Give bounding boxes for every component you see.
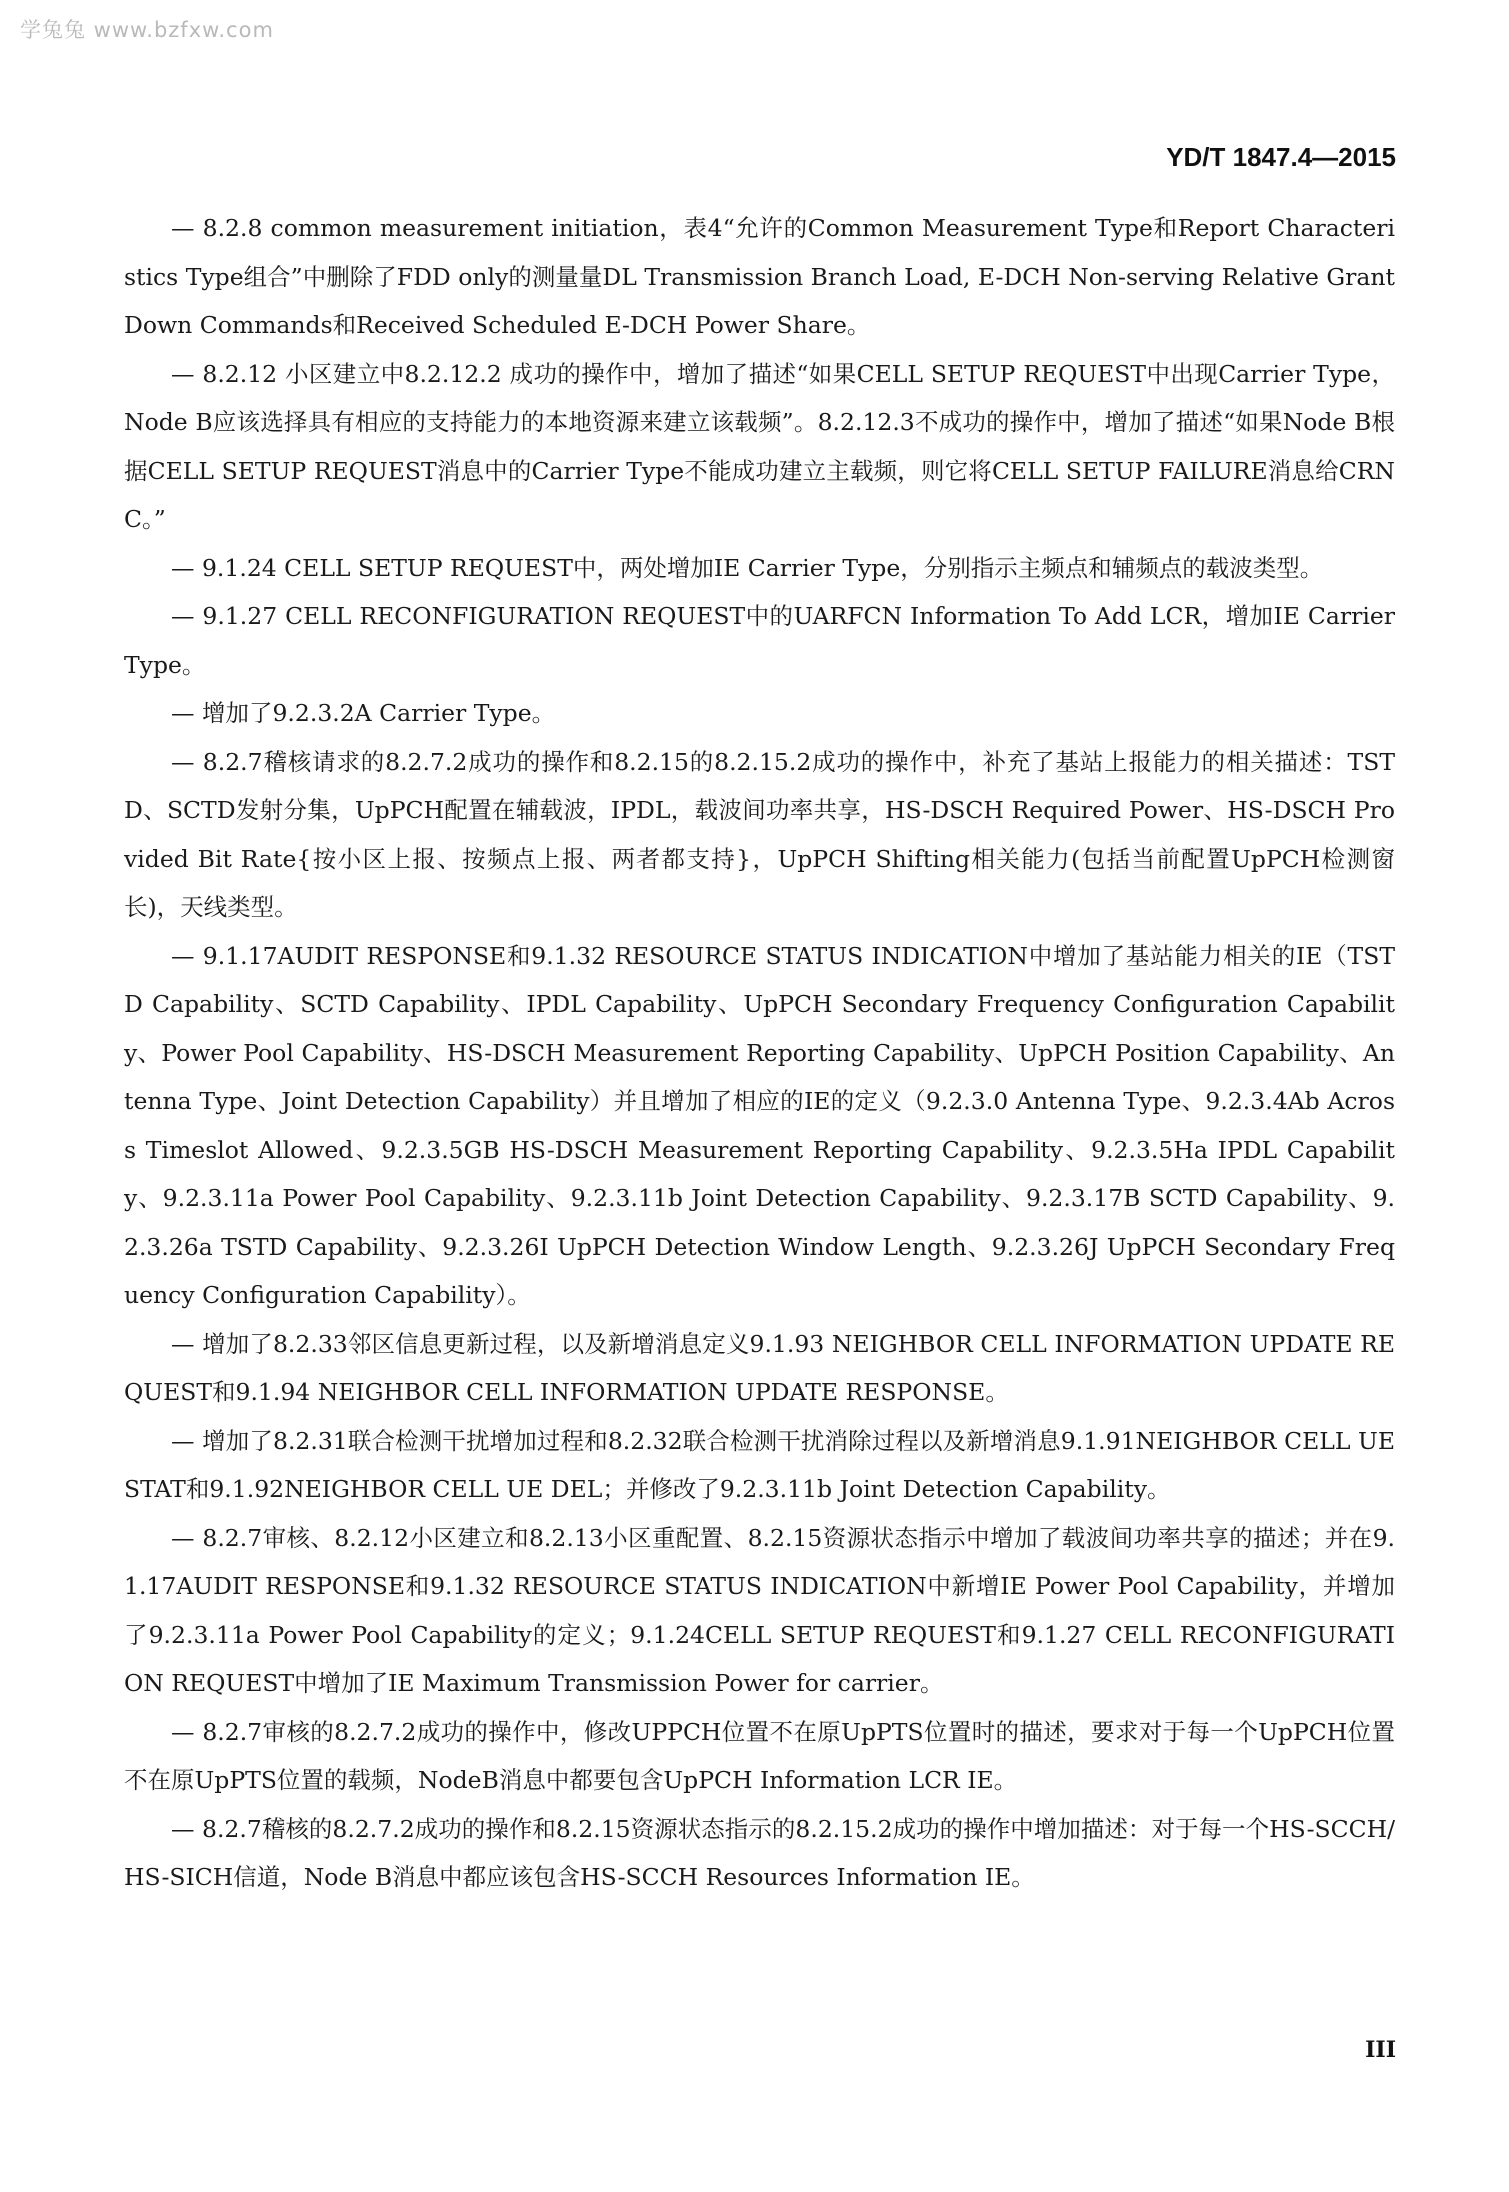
page-number: III <box>1365 2037 1396 2063</box>
paragraph-12: — 8.2.7稽核的8.2.7.2成功的操作和8.2.15资源状态指示的8.2.15.2成功的操作中增加描述：对于每一个HS-SCCH/HS-SICH信道，Node B消息中都应该包含HS-SCCH Resources Information IE。 <box>124 1814 1395 1891</box>
standard-number: YD/T 1847.4—2015 <box>1166 142 1396 172</box>
paragraph-7: — 9.1.17AUDIT RESPONSE和9.1.32 RESOURCE STATUS INDICATION中增加了基站能力相关的IE（TSTD Capability、SCTD Capability、IPDL Capability、UpPCH Secondary Frequency Configuration Capability、Power Pool Capability、HS-DSCH Measurement Reporting Capability、UpPCH Position Capability、Antenna Type、Joint Detection Capability）并且增加了相应的IE的定义（9.2.3.0 Antenna Type、9.2.3.4Ab Across Timeslot Allowed、9.2.3.5GB HS-DSCH Measurement Reporting Capability、9.2.3.5Ha IPDL Capability、9.2.3.11a Power Pool Capability、9.2.3.11b Joint Detection Capability、9.2.3.17B SCTD Capability、9.2.3.26a TSTD Capability、9.2.3.26I UpPCH Detection Window Length、9.2.3.26J UpPCH Secondary Frequency Configuration Capability）。 <box>124 941 1396 1309</box>
watermark: 学兔兔 www.bzfxw.com <box>20 18 274 42</box>
paragraph-11: — 8.2.7审核的8.2.7.2成功的操作中，修改UPPCH位置不在原UpPTS位置时的描述，要求对于每一个UpPCH位置不在原UpPTS位置的载频，NodeB消息中都要包含UpPCH Information LCR IE。 <box>124 1717 1395 1794</box>
paragraph-8: — 增加了8.2.33邻区信息更新过程，以及新增消息定义9.1.93 NEIGHBOR CELL INFORMATION UPDATE REQUEST和9.1.94 NEIGHBOR CELL INFORMATION UPDATE RESPONSE。 <box>124 1329 1395 1406</box>
paragraph-1: — 8.2.8 common measurement initiation，表4“允许的Common Measurement Type和Report Characteristics Type组合”中删除了FDD only的测量量DL Transmission Branch Load, E-DCH Non-serving Relative Grant Down Commands和Received Scheduled E-DCH Power Share。 <box>124 214 1395 339</box>
paragraph-4: — 9.1.27 CELL RECONFIGURATION REQUEST中的UARFCN Information To Add LCR，增加IE Carrier Type。 <box>124 602 1395 679</box>
paragraph-3: — 9.1.24 CELL SETUP REQUEST中，两处增加IE Carrier Type，分别指示主频点和辅频点的载波类型。 <box>171 553 1324 582</box>
paragraph-2: — 8.2.12 小区建立中8.2.12.2 成功的操作中，增加了描述“如果CELL SETUP REQUEST中出现Carrier Type，Node B应该选择具有相应的支持能力的本地资源来建立该载频”。8.2.12.3不成功的操作中，增加了描述“如果Node B根据CELL SETUP REQUEST消息中的Carrier Type不能成功建立主载频，则它将CELL SETUP FAILURE消息给CRNC。” <box>124 359 1395 533</box>
paragraph-10: — 8.2.7审核、8.2.12小区建立和8.2.13小区重配置、8.2.15资源状态指示中增加了载波间功率共享的描述；并在9.1.17AUDIT RESPONSE和9.1.32 RESOURCE STATUS INDICATION中新增IE Power Pool Capability，并增加了9.2.3.11a Power Pool Capability的定义；9.1.24CELL SETUP REQUEST和9.1.27 CELL RECONFIGURATION REQUEST中增加了IE Maximum Transmission Power for carrier。 <box>124 1523 1395 1697</box>
paragraph-5: — 增加了9.2.3.2A Carrier Type。 <box>171 699 556 727</box>
paragraph-9: — 增加了8.2.31联合检测干扰增加过程和8.2.32联合检测干扰消除过程以及新增消息9.1.91NEIGHBOR CELL UE STAT和9.1.92NEIGHBOR CELL UE DEL；并修改了9.2.3.11b Joint Detection Capability。 <box>124 1426 1395 1503</box>
document-body <box>124 204 1395 1902</box>
paragraph-6: — 8.2.7稽核请求的8.2.7.2成功的操作和8.2.15的8.2.15.2成功的操作中，补充了基站上报能力的相关描述：TSTD、SCTD发射分集，UpPCH配置在辅载波，IPDL，载波间功率共享，HS-DSCH Required Power、HS-DSCH Provided Bit Rate{按小区上报、按频点上报、两者都支持}，UpPCH Shifting相关能力(包括当前配置UpPCH检测窗长)，天线类型。 <box>124 747 1395 921</box>
